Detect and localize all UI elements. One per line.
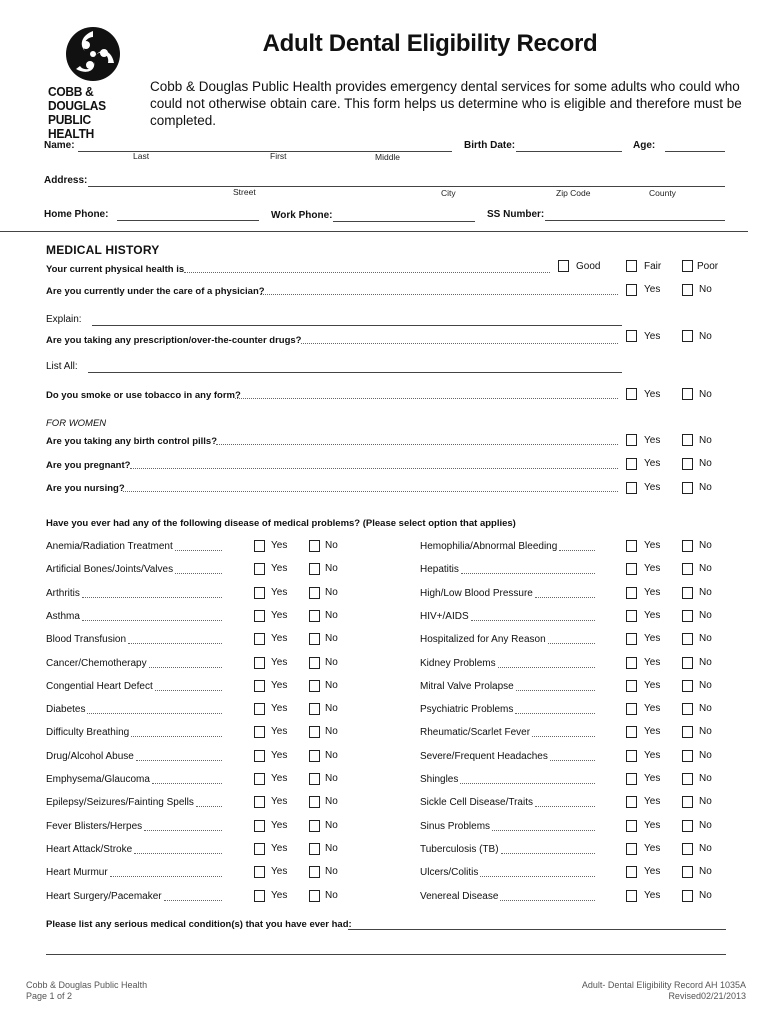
- disease-yes-checkbox[interactable]: [254, 820, 265, 832]
- disease-no-checkbox[interactable]: [309, 726, 320, 738]
- disease-no-checkbox[interactable]: [309, 587, 320, 599]
- disease-yes-label: Yes: [271, 750, 288, 761]
- leader-dots: [164, 900, 222, 901]
- leader-dots: [123, 491, 618, 492]
- disease-yes-label: Yes: [271, 703, 288, 714]
- pregnant-yes-checkbox[interactable]: [626, 458, 637, 470]
- disease-yes-checkbox[interactable]: [626, 750, 637, 762]
- name-middle-hint: Middle: [375, 152, 401, 162]
- birth-control-no-checkbox[interactable]: [682, 434, 693, 446]
- disease-yes-label: Yes: [271, 890, 288, 901]
- disease-yes-label: Yes: [644, 610, 661, 621]
- disease-no-checkbox[interactable]: [309, 680, 320, 692]
- disease-no-checkbox[interactable]: [682, 820, 693, 832]
- nursing-yes-checkbox[interactable]: [626, 482, 637, 494]
- disease-no-label: No: [699, 540, 712, 551]
- disease-label: Difficulty Breathing: [46, 727, 130, 738]
- leader-dots: [131, 736, 222, 737]
- drugs-yes-label: Yes: [644, 331, 661, 342]
- section-divider: [0, 231, 748, 232]
- drugs-no-label: No: [699, 331, 712, 342]
- disease-label: Congential Heart Defect: [46, 681, 153, 692]
- birth-date-field[interactable]: [516, 151, 622, 152]
- physician-question: Are you currently under the care of a physician?: [46, 286, 265, 297]
- disease-no-checkbox[interactable]: [309, 890, 320, 902]
- disease-no-label: No: [325, 866, 338, 877]
- disease-yes-label: Yes: [271, 796, 288, 807]
- disease-no-label: No: [325, 843, 338, 854]
- ss-number-field[interactable]: [545, 220, 725, 221]
- leader-dots: [500, 900, 595, 901]
- disease-no-checkbox[interactable]: [682, 540, 693, 552]
- health-poor-checkbox[interactable]: [682, 260, 693, 272]
- leader-dots: [110, 876, 222, 877]
- disease-yes-label: Yes: [644, 703, 661, 714]
- disease-no-checkbox[interactable]: [309, 633, 320, 645]
- disease-yes-checkbox[interactable]: [254, 726, 265, 738]
- disease-no-label: No: [325, 726, 338, 737]
- disease-yes-label: Yes: [644, 540, 661, 551]
- disease-yes-label: Yes: [644, 820, 661, 831]
- leader-dots: [184, 272, 550, 273]
- leader-dots: [498, 667, 595, 668]
- disease-label: Diabetes: [46, 704, 86, 715]
- disease-yes-label: Yes: [271, 866, 288, 877]
- disease-no-label: No: [325, 680, 338, 691]
- birth-control-yes-checkbox[interactable]: [626, 434, 637, 446]
- smoke-no-label: No: [699, 389, 712, 400]
- disease-yes-label: Yes: [644, 796, 661, 807]
- disease-yes-checkbox[interactable]: [626, 796, 637, 808]
- disease-no-label: No: [699, 820, 712, 831]
- pregnant-question: Are you pregnant?: [46, 460, 131, 471]
- physician-yes-checkbox[interactable]: [626, 284, 637, 296]
- leader-dots: [535, 597, 595, 598]
- disease-no-label: No: [325, 773, 338, 784]
- disease-yes-checkbox[interactable]: [626, 726, 637, 738]
- disease-yes-label: Yes: [271, 726, 288, 737]
- pregnant-no-label: No: [699, 458, 712, 469]
- disease-yes-checkbox[interactable]: [254, 773, 265, 785]
- leader-dots: [196, 806, 222, 807]
- disease-label: Cancer/Chemotherapy: [46, 658, 147, 669]
- disease-yes-checkbox[interactable]: [626, 657, 637, 669]
- address-label: Address:: [44, 175, 88, 186]
- disease-label: Tuberculosis (TB): [420, 844, 499, 855]
- physician-no-label: No: [699, 284, 712, 295]
- pregnant-no-checkbox[interactable]: [682, 458, 693, 470]
- drugs-yes-checkbox[interactable]: [626, 330, 637, 342]
- age-field[interactable]: [665, 151, 725, 152]
- disease-label: Sickle Cell Disease/Traits: [420, 797, 533, 808]
- disease-no-label: No: [325, 890, 338, 901]
- leader-dots: [559, 550, 595, 551]
- footer-page-number: Page 1 of 2: [26, 991, 73, 1001]
- disease-no-label: No: [699, 773, 712, 784]
- address-county-hint: County: [649, 188, 676, 198]
- disease-no-label: No: [699, 563, 712, 574]
- disease-yes-label: Yes: [271, 633, 288, 644]
- disease-yes-label: Yes: [644, 726, 661, 737]
- disease-yes-checkbox[interactable]: [626, 633, 637, 645]
- disease-yes-label: Yes: [271, 680, 288, 691]
- disease-no-checkbox[interactable]: [682, 633, 693, 645]
- footer-org: Cobb & Douglas Public Health: [26, 980, 148, 990]
- disease-label: Mitral Valve Prolapse: [420, 681, 514, 692]
- disease-label: Hemophilia/Abnormal Bleeding: [420, 541, 558, 552]
- birth-date-label: Birth Date:: [464, 140, 516, 151]
- explain-field[interactable]: [92, 325, 622, 326]
- leader-dots: [515, 713, 595, 714]
- serious-conditions-question: Please list any serious medical condition(s) that you have ever had:: [46, 919, 352, 930]
- disease-no-label: No: [699, 866, 712, 877]
- disease-no-label: No: [699, 657, 712, 668]
- disease-yes-checkbox[interactable]: [254, 843, 265, 855]
- disease-yes-label: Yes: [271, 843, 288, 854]
- disease-yes-checkbox[interactable]: [626, 703, 637, 715]
- disease-label: Sinus Problems: [420, 821, 491, 832]
- disease-yes-checkbox[interactable]: [254, 610, 265, 622]
- disease-no-checkbox[interactable]: [309, 540, 320, 552]
- disease-label: Blood Transfusion: [46, 634, 127, 645]
- disease-yes-label: Yes: [644, 587, 661, 598]
- leader-dots: [128, 643, 222, 644]
- name-first-hint: First: [270, 151, 287, 161]
- leader-dots: [149, 667, 222, 668]
- pregnant-yes-label: Yes: [644, 458, 661, 469]
- physician-no-checkbox[interactable]: [682, 284, 693, 296]
- disease-yes-checkbox[interactable]: [254, 540, 265, 552]
- disease-no-checkbox[interactable]: [309, 796, 320, 808]
- leader-dots: [461, 573, 595, 574]
- disease-no-label: No: [699, 703, 712, 714]
- leader-dots: [82, 597, 222, 598]
- leader-dots: [460, 783, 595, 784]
- leader-dots: [550, 760, 595, 761]
- disease-label: Epilepsy/Seizures/Fainting Spells: [46, 797, 194, 808]
- disease-no-checkbox[interactable]: [682, 563, 693, 575]
- disease-no-label: No: [325, 657, 338, 668]
- disease-label: Heart Surgery/Pacemaker: [46, 891, 162, 902]
- leader-dots: [175, 550, 222, 551]
- disease-yes-checkbox[interactable]: [254, 680, 265, 692]
- disease-label: Rheumatic/Scarlet Fever: [420, 727, 531, 738]
- disease-no-checkbox[interactable]: [682, 657, 693, 669]
- disease-no-label: No: [699, 843, 712, 854]
- disease-no-label: No: [325, 633, 338, 644]
- disease-no-label: No: [699, 726, 712, 737]
- disease-label: HIV+/AIDS: [420, 611, 469, 622]
- disease-no-label: No: [325, 563, 338, 574]
- disease-yes-label: Yes: [271, 657, 288, 668]
- leader-dots: [501, 853, 595, 854]
- disease-label: Ulcers/Colitis: [420, 867, 479, 878]
- explain-label: Explain:: [46, 314, 82, 325]
- disease-yes-checkbox[interactable]: [254, 866, 265, 878]
- disease-no-label: No: [699, 633, 712, 644]
- disease-label: Heart Attack/Stroke: [46, 844, 133, 855]
- disease-yes-label: Yes: [271, 587, 288, 598]
- leader-dots: [152, 783, 222, 784]
- nursing-question: Are you nursing?: [46, 483, 125, 494]
- disease-no-checkbox[interactable]: [682, 587, 693, 599]
- disease-yes-checkbox[interactable]: [626, 610, 637, 622]
- disease-no-checkbox[interactable]: [682, 703, 693, 715]
- disease-label: Anemia/Radiation Treatment: [46, 541, 173, 552]
- disease-no-checkbox[interactable]: [309, 657, 320, 669]
- smoke-no-checkbox[interactable]: [682, 388, 693, 400]
- org-name-line1: COBB & DOUGLAS: [48, 84, 106, 113]
- disease-yes-checkbox[interactable]: [254, 587, 265, 599]
- physician-yes-label: Yes: [644, 284, 661, 295]
- org-logo-icon: [64, 25, 122, 83]
- disease-yes-checkbox[interactable]: [254, 796, 265, 808]
- disease-yes-label: Yes: [644, 890, 661, 901]
- leader-dots: [216, 444, 618, 445]
- disease-no-checkbox[interactable]: [309, 773, 320, 785]
- list-all-label: List All:: [46, 361, 78, 372]
- disease-yes-label: Yes: [644, 773, 661, 784]
- intro-text: Cobb & Douglas Public Health provides emergency dental services for some adults who could who could not otherwise obtain care. This form helps us determine who is eligible and therefore must be completed.: [150, 79, 742, 128]
- home-phone-field[interactable]: [117, 220, 259, 221]
- disease-label: Heart Murmur: [46, 867, 108, 878]
- smoke-yes-label: Yes: [644, 389, 661, 400]
- leader-dots: [175, 573, 222, 574]
- footer-revised-date: Revised02/21/2013: [668, 991, 746, 1001]
- address-city-hint: City: [441, 188, 456, 198]
- disease-no-label: No: [325, 540, 338, 551]
- disease-yes-checkbox[interactable]: [626, 587, 637, 599]
- disease-label: Asthma: [46, 611, 80, 622]
- disease-yes-checkbox[interactable]: [254, 750, 265, 762]
- disease-no-label: No: [325, 610, 338, 621]
- nursing-no-label: No: [699, 482, 712, 493]
- disease-no-checkbox[interactable]: [682, 610, 693, 622]
- leader-dots: [535, 806, 595, 807]
- nursing-no-checkbox[interactable]: [682, 482, 693, 494]
- disease-no-label: No: [325, 820, 338, 831]
- disease-yes-checkbox[interactable]: [626, 843, 637, 855]
- disease-yes-label: Yes: [644, 633, 661, 644]
- home-phone-label: Home Phone:: [44, 209, 109, 220]
- name-last-hint: Last: [133, 151, 150, 161]
- disease-label: Hospitalized for Any Reason: [420, 634, 546, 645]
- disease-no-checkbox[interactable]: [309, 866, 320, 878]
- disease-yes-label: Yes: [271, 540, 288, 551]
- disease-label: High/Low Blood Pressure: [420, 588, 533, 599]
- leader-dots: [471, 620, 595, 621]
- leader-dots: [155, 690, 222, 691]
- leader-dots: [548, 643, 595, 644]
- disease-yes-checkbox[interactable]: [626, 773, 637, 785]
- leader-dots: [130, 468, 618, 469]
- disease-no-label: No: [699, 890, 712, 901]
- health-question: Your current physical health is: [46, 264, 185, 275]
- disease-no-label: No: [699, 610, 712, 621]
- health-fair-checkbox[interactable]: [626, 260, 637, 272]
- disease-label: Fever Blisters/Herpes: [46, 821, 143, 832]
- serious-conditions-field[interactable]: [348, 929, 726, 930]
- disease-yes-checkbox[interactable]: [626, 563, 637, 575]
- birth-control-no-label: No: [699, 435, 712, 446]
- drugs-no-checkbox[interactable]: [682, 330, 693, 342]
- nursing-yes-label: Yes: [644, 482, 661, 493]
- disease-no-label: No: [699, 587, 712, 598]
- disease-yes-label: Yes: [271, 773, 288, 784]
- smoke-yes-checkbox[interactable]: [626, 388, 637, 400]
- leader-dots: [492, 830, 595, 831]
- disease-no-checkbox[interactable]: [682, 843, 693, 855]
- disease-yes-label: Yes: [644, 750, 661, 761]
- disease-no-checkbox[interactable]: [309, 703, 320, 715]
- disease-yes-checkbox[interactable]: [254, 563, 265, 575]
- disease-yes-checkbox[interactable]: [254, 633, 265, 645]
- drugs-question: Are you taking any prescription/over-the-counter drugs?: [46, 335, 302, 346]
- disease-yes-label: Yes: [271, 820, 288, 831]
- disease-no-checkbox[interactable]: [309, 750, 320, 762]
- leader-dots: [87, 713, 222, 714]
- disease-no-checkbox[interactable]: [309, 563, 320, 575]
- disease-yes-label: Yes: [644, 843, 661, 854]
- disease-yes-checkbox[interactable]: [626, 540, 637, 552]
- health-good-checkbox[interactable]: [558, 260, 569, 272]
- disease-yes-label: Yes: [644, 657, 661, 668]
- smoke-question: Do you smoke or use tobacco in any form?: [46, 390, 241, 401]
- disease-no-checkbox[interactable]: [682, 866, 693, 878]
- disease-label: Arthritis: [46, 588, 80, 599]
- disease-yes-label: Yes: [271, 610, 288, 621]
- footer-left: [26, 980, 147, 1002]
- for-women-heading: FOR WOMEN: [46, 418, 107, 429]
- disease-no-label: No: [325, 587, 338, 598]
- disease-no-checkbox[interactable]: [682, 773, 693, 785]
- org-name-line2: PUBLIC HEALTH: [48, 112, 94, 141]
- leader-dots: [144, 830, 222, 831]
- leader-dots: [516, 690, 595, 691]
- disease-no-label: No: [699, 750, 712, 761]
- address-street-hint: Street: [233, 187, 256, 197]
- disease-no-checkbox[interactable]: [309, 820, 320, 832]
- disease-yes-label: Yes: [644, 680, 661, 691]
- disease-label: Kidney Problems: [420, 658, 496, 669]
- leader-dots: [532, 736, 595, 737]
- disease-yes-checkbox[interactable]: [626, 866, 637, 878]
- health-good-label: Good: [576, 261, 601, 272]
- disease-no-checkbox[interactable]: [682, 680, 693, 692]
- work-phone-field[interactable]: [333, 221, 475, 222]
- leader-dots: [136, 760, 222, 761]
- leader-dots: [301, 343, 618, 344]
- age-label: Age:: [633, 140, 656, 151]
- disease-no-label: No: [325, 703, 338, 714]
- disease-yes-checkbox[interactable]: [254, 890, 265, 902]
- health-fair-label: Fair: [644, 261, 662, 272]
- disease-yes-label: Yes: [644, 563, 661, 574]
- disease-no-checkbox[interactable]: [309, 843, 320, 855]
- disease-label: Severe/Frequent Headaches: [420, 751, 548, 762]
- disease-label: Hepatitis: [420, 564, 459, 575]
- disease-no-label: No: [325, 750, 338, 761]
- disease-no-checkbox[interactable]: [309, 610, 320, 622]
- disease-yes-checkbox[interactable]: [626, 890, 637, 902]
- name-label: Name:: [44, 140, 75, 151]
- disease-no-label: No: [699, 680, 712, 691]
- disease-no-checkbox[interactable]: [682, 750, 693, 762]
- leader-dots: [260, 294, 618, 295]
- disease-label: Shingles: [420, 774, 459, 785]
- medical-history-heading: MEDICAL HISTORY: [46, 243, 160, 257]
- disease-yes-checkbox[interactable]: [626, 820, 637, 832]
- leader-dots: [235, 398, 618, 399]
- disease-no-checkbox[interactable]: [682, 890, 693, 902]
- disease-yes-label: Yes: [644, 866, 661, 877]
- disease-no-label: No: [699, 796, 712, 807]
- disease-no-label: No: [325, 796, 338, 807]
- leader-dots: [82, 620, 222, 621]
- address-zip-hint: Zip Code: [556, 188, 591, 198]
- disease-label: Venereal Disease: [420, 891, 499, 902]
- footer-form-id: Adult- Dental Eligibility Record AH 1035A: [581, 980, 746, 990]
- birth-control-yes-label: Yes: [644, 435, 661, 446]
- work-phone-label: Work Phone:: [271, 210, 333, 221]
- leader-dots: [134, 853, 222, 854]
- leader-dots: [480, 876, 595, 877]
- serious-conditions-field-2[interactable]: [46, 954, 726, 955]
- footer-right: [582, 980, 746, 1002]
- disease-yes-checkbox[interactable]: [254, 657, 265, 669]
- disease-yes-checkbox[interactable]: [254, 703, 265, 715]
- disease-label: Psychiatric Problems: [420, 704, 514, 715]
- health-poor-label: Poor: [697, 261, 719, 272]
- disease-label: Artificial Bones/Joints/Valves: [46, 564, 174, 575]
- birth-control-question: Are you taking any birth control pills?: [46, 436, 218, 447]
- disease-no-checkbox[interactable]: [682, 726, 693, 738]
- disease-yes-label: Yes: [271, 563, 288, 574]
- disease-question: Have you ever had any of the following disease of medical problems? (Please select option that applies): [46, 518, 516, 529]
- disease-label: Drug/Alcohol Abuse: [46, 751, 134, 762]
- disease-yes-checkbox[interactable]: [626, 680, 637, 692]
- disease-label: Emphysema/Glaucoma: [46, 774, 150, 785]
- disease-no-checkbox[interactable]: [682, 796, 693, 808]
- page-title: Adult Dental Eligibility Record: [262, 30, 598, 57]
- ss-number-label: SS Number:: [487, 209, 545, 220]
- list-all-field[interactable]: [88, 372, 622, 373]
- address-field[interactable]: [88, 186, 725, 187]
